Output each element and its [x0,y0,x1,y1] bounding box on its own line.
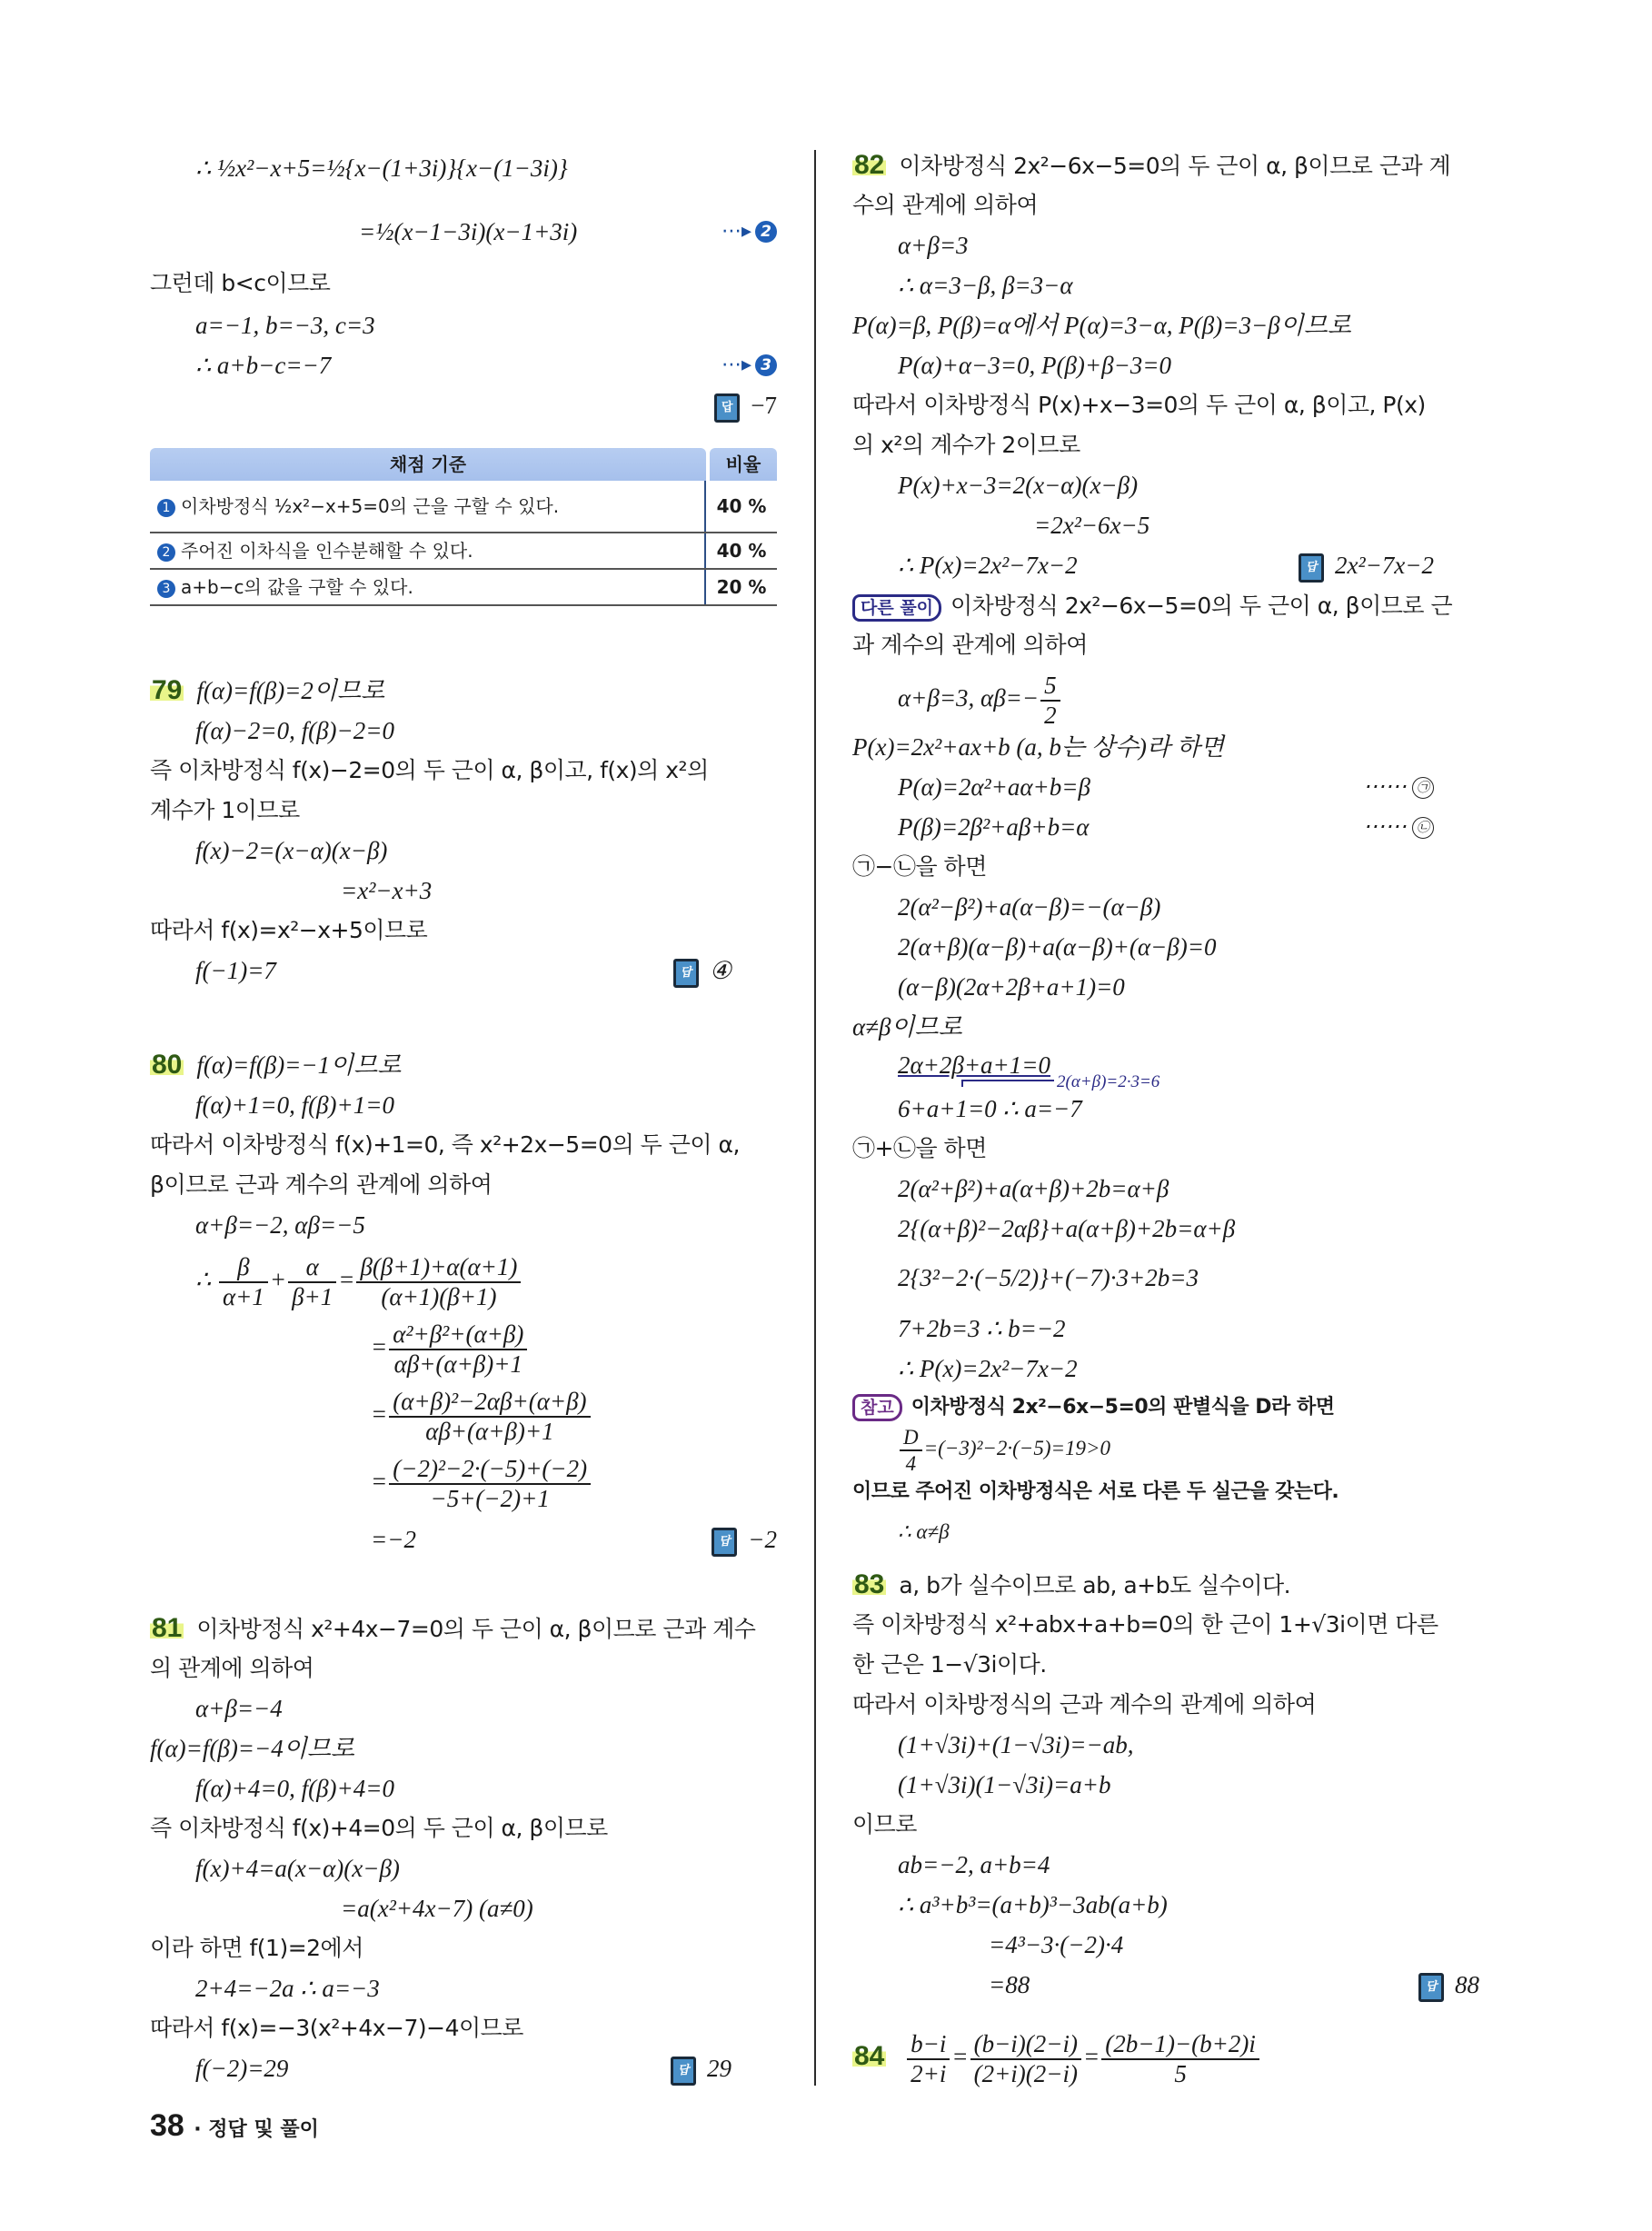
header-ratio: 비율 [710,448,777,481]
text-line: 계수가 1이므로 [150,797,300,823]
equation-line: 6+a+1=0 ∴ a=−7 [898,1095,1082,1122]
fraction-equation: = $\frac{\text{(α+β)²−2αβ+(α+β)}}{\alpha\beta+(\alpha+\beta)+1}$ [371,1385,777,1443]
equation-line: f(α)−2=0, f(β)−2=0 [195,717,394,744]
section-label: · 정답 및 풀이 [194,2118,319,2141]
text-line: 따라서 이차방정식 f(x)+1=0, 즉 x²+2x−5=0의 두 근이 α, [150,1131,740,1158]
text-line: 그런데 b<c이므로 [150,270,331,296]
equation-line: =x²−x+3 [341,877,433,904]
answer: 답 ④ [673,951,731,991]
equation-line: $\frac{D}{4}$ =(−3)²−2·(−5)=19>0 [898,1423,1479,1474]
alt-solution-tag: 다른 풀이 [852,594,941,622]
equation-line: P(α)+α−3=0, P(β)+β−3=0 [898,352,1172,379]
equation-line: 2+4=−2a ∴ a=−3 [195,1975,380,2002]
answer-line [150,385,777,425]
text-line: 따라서 이차방정식의 근과 계수의 관계에 의하여 [852,1691,1317,1718]
equation-line: f(x)−2=(x−α)(x−β) [195,837,388,864]
equation-line: ∴ α≠β [898,1520,950,1543]
equation-line: 7+2b=3 ∴ b=−2 [898,1315,1066,1342]
equation-line: ∴ α=3−β, β=3−α [898,272,1073,299]
equation-line: ∴ P(x)=2x²−7x−2 답 2x²−7x−2 [898,545,1479,585]
note-tag: 참고 [852,1394,902,1421]
equation-line: P(β)=2β²+aβ+b=α ⋯⋯ ㉡ [898,807,1479,847]
marker: ⋯⋯ ㉠ [1363,767,1434,807]
annotation-connector [961,1080,1054,1087]
equation-line: f(x)+4=a(x−α)(x−β) [195,1855,400,1882]
problem-80-line: 80 f(α)=f(β)=−1이므로 [152,1050,402,1080]
equation-line: ∴ ½x²−x+5=½{x−(1+3i)}{x−(1−3i)} [195,154,568,182]
equation-line: (1+√3i)(1−√3i)=a+b [898,1771,1111,1798]
problem-number: 84 [854,2041,885,2071]
equation-line: =4³−3·(−2)·4 [989,1931,1124,1958]
step-badge: 1 [157,499,175,517]
text-line: 따라서 f(x)=−3(x²+4x−7)−4이므로 [150,2015,523,2041]
text-line: 의 x²의 계수가 2이므로 [852,432,1080,458]
equation-line: P(x)=2x²+ax+b (a, b는 상수)라 하면 [852,733,1224,761]
equation-line: ab=−2, a+b=4 [898,1851,1050,1878]
column-divider [814,150,816,2086]
table-row: 3 a+b−c의 값을 구할 수 있다. 20 % [150,570,777,606]
text-line: 따라서 f(x)=x²−x+5이므로 [150,917,428,943]
answer-icon: 답 [1299,553,1324,583]
problem-number: 83 [854,1569,885,1599]
alt-solution-line: 다른 풀이 이차방정식 2x²−6x−5=0의 두 근이 α, β이므로 근 [852,585,1479,625]
page-number: 38 [150,2108,184,2143]
answer-icon: 답 [1418,1973,1444,2002]
answer-icon: 답 [712,1528,737,1557]
equation-line: 2α+2β+a+1=0 [898,1051,1050,1079]
equation-line: α+β=−4 [195,1695,283,1722]
text-line: β이므로 근과 계수의 관계에 의하여 [150,1171,493,1198]
text-line: 즉 이차방정식 f(x)+4=0의 두 근이 α, β이므로 [150,1815,608,1841]
answer-icon: 답 [714,393,740,423]
text-line: 즉 이차방정식 f(x)−2=0의 두 근이 α, β이고, f(x)의 x²의 [150,757,709,783]
problem-82-line: 82 이차방정식 2x²−6x−5=0의 두 근이 α, β이므로 근과 계 [854,150,1451,180]
equation-line: α+β=−2, αβ=−5 [195,1211,365,1239]
equation-line: f(α)+1=0, f(β)+1=0 [195,1091,394,1119]
equation-line: f(α)=f(β)=−4이므로 [150,1735,354,1762]
equation-line: P(x)+x−3=2(x−α)(x−β) [898,472,1139,499]
answer-icon: 답 [673,959,699,988]
fraction-equation: = $\frac{\text{α²+β²+(α+β)}}{\alpha\beta+(\alpha+\beta)+1}$ [371,1318,777,1376]
fraction-equation: = $\frac{\text{(−2)²−2·(−5)+(−2)}}{-5+(-2)+1}$ [371,1452,777,1510]
table-header [150,448,777,481]
step-badge: 2 [157,543,175,562]
table-row: 1 이차방정식 ½x²−x+5=0의 근을 구할 수 있다. 40 % [150,481,777,533]
note-line: 참고 이차방정식 2x²−6x−5=0의 판별식을 D라 하면 [852,1385,1479,1425]
table-row: 2 주어진 이차식을 인수분해할 수 있다. 40 % [150,533,777,570]
text-line: 이므로 [852,1811,917,1838]
text-line: 즉 이차방정식 x²+abx+a+b=0의 한 근이 1+√3i이면 다른 [852,1611,1438,1638]
equation-line: 2(α+β)(α−β)+a(α−β)+(α−β)=0 [898,933,1217,961]
equation-line: α≠β이므로 [852,1013,962,1041]
problem-number: 81 [152,1613,183,1643]
problem-83-line: 83 a, b가 실수이므로 ab, a+b도 실수이다. [854,1569,1291,1599]
answer: 답 29 [671,2048,731,2088]
step-marker: ⋯▸ 2 [722,212,777,252]
equation-line: (1+√3i)+(1−√3i)=−ab, [898,1731,1134,1758]
equation-line: ∴ a³+b³=(a+b)³−3ab(a+b) [898,1891,1168,1918]
problem-number: 79 [152,675,183,705]
equation-line: =88 답 88 [989,1965,1479,2005]
text-line: 따라서 이차방정식 P(x)+x−3=0의 두 근이 α, β이고, P(x) [852,392,1426,418]
text-line: 한 근은 1−√3i이다. [852,1651,1047,1678]
equation-line: f(α)+4=0, f(β)+4=0 [195,1775,394,1802]
grading-rubric-table [150,448,777,606]
header-criteria: 채점 기준 [150,448,706,481]
text-line: 의 관계에 의하여 [150,1655,314,1681]
equation-line: P(α)=β, P(β)=α에서 P(α)=3−α, P(β)=3−β이므로 [852,312,1351,339]
marker: ⋯⋯ ㉡ [1363,807,1434,847]
answer: 답 88 [1418,1965,1479,2005]
equation-line: α+β=3, αβ=− $\frac{5}{2}$ [898,671,1479,725]
text-line: 과 계수의 관계에 의하여 [852,632,1088,658]
text-line: ㉠+㉡을 하면 [852,1135,987,1161]
step-marker: ⋯▸ 3 [722,345,777,385]
answer: 답 2x²−7x−2 [1299,545,1434,585]
equation-line: 2(α²−β²)+a(α−β)=−(α−β) [898,893,1161,921]
equation-line: =a(x²+4x−7) (a≠0) [341,1895,533,1922]
equation-line: f(−1)=7 답 ④ [195,951,777,991]
step-badge: 3 [157,580,175,598]
equation-line: 2{(α+β)²−2αβ}+a(α+β)+2b=α+β [898,1215,1236,1242]
answer: 답 −7 [714,385,777,425]
equation-line: P(α)=2α²+aα+b=β ⋯⋯ ㉠ [898,767,1479,807]
equation-line: α+β=3 [898,232,969,259]
equation-line: =−2 답 −2 [371,1519,777,1559]
problem-81-line: 81 이차방정식 x²+4x−7=0의 두 근이 α, β이므로 근과 계수 [152,1613,756,1643]
problem-79-line: 79 f(α)=f(β)=2이므로 [152,675,385,705]
equation-line: (α−β)(2α+2β+a+1)=0 [898,973,1125,1001]
page-footer [150,2108,319,2144]
equation-line: =2x²−6x−5 [1034,512,1150,539]
text-line: 이라 하면 f(1)=2에서 [150,1935,363,1961]
equation-line: 2{3²−2·(−5/2)}+(−7)·3+2b=3 [898,1264,1199,1291]
equation-line: =½(x−1−3i)(x−1+3i) ⋯▸ 2 [359,212,777,252]
answer: 답 −2 [712,1519,777,1559]
fraction-equation: ∴ $\frac{\beta}{\alpha+1}$ + $\frac{\alpha}{\beta+1}$ = $\frac{\beta(\beta+1)+\alpha(\alpha+1)}{(\alpha+1)(\beta+1)}$ [195,1250,777,1309]
equation-line: ∴ a+b−c=−7 ⋯▸ 3 [195,345,777,385]
text-line: 이므로 주어진 이차방정식은 서로 다른 두 실근을 갖는다. [852,1480,1339,1503]
problem-84-line: 84 $\frac{b-i}{2+i}$ = $\frac{(b-i)(2-i)}{(2+i)(2-i)}$ = $\frac{(2b-1)-(b+2)i}{5}$ [852,2025,1479,2088]
answer-icon: 답 [671,2057,696,2086]
problem-number: 80 [152,1050,183,1080]
equation-line: f(−2)=29 답 29 [195,2048,777,2088]
equation-line: 2(α²+β²)+a(α+β)+2b=α+β [898,1175,1169,1202]
equation-line: ∴ P(x)=2x²−7x−2 [898,1355,1078,1382]
text-line: 수의 관계에 의하여 [852,192,1039,218]
equation-line: a=−1, b=−3, c=3 [195,312,375,339]
text-line: ㉠−㉡을 하면 [852,853,987,880]
annotation: 2(α+β)=2·3=6 [1057,1072,1160,1091]
problem-number: 82 [854,150,885,180]
